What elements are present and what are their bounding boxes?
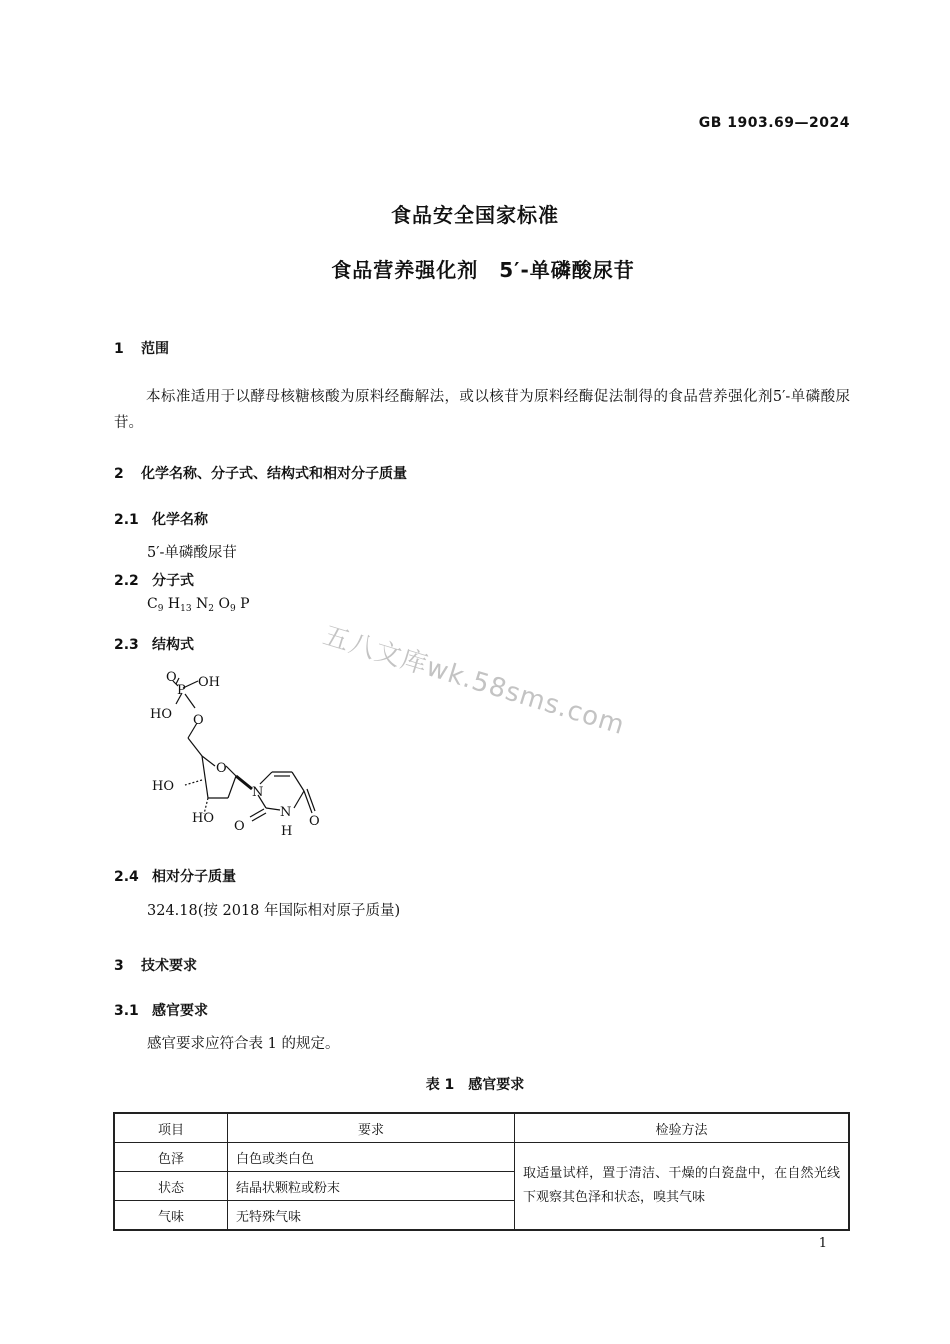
section-number: 3 [114, 958, 124, 974]
row-item: 状态 [114, 1172, 228, 1201]
section-1-heading [114, 338, 169, 358]
section-2-1-heading [114, 509, 208, 529]
label-o-4: O [309, 814, 320, 829]
label-o-link: O [193, 713, 204, 728]
document-subtitle: 食品营养强化剂 5′-单磷酸尿苷 [331, 258, 635, 282]
section-number: 1 [114, 341, 124, 357]
molecular-mass: 324.18(按 2018 年国际相对原子质量) [147, 903, 401, 919]
section-title: 范围 [141, 341, 169, 357]
table-header-row [114, 1113, 849, 1143]
label-ho: HO [150, 707, 172, 722]
page-number: 1 [818, 1236, 827, 1251]
section-number: 2.3 [114, 637, 139, 653]
section-title: 相对分子质量 [152, 869, 236, 885]
section-3-1-body: 感官要求应符合表 1 的规定。 [147, 1036, 340, 1052]
structural-formula [140, 668, 340, 848]
section-number: 2.4 [114, 869, 139, 885]
section-3-heading [114, 955, 197, 975]
row-requirement: 白色或类白色 [228, 1143, 515, 1172]
section-2-3-heading [114, 634, 194, 654]
standard-code: GB 1903.69—2024 [698, 115, 850, 131]
section-title: 结构式 [152, 637, 194, 653]
table-row [114, 1143, 849, 1172]
label-ho-3: HO [152, 779, 174, 794]
section-title: 感官要求 [152, 1003, 208, 1019]
watermark: 五八文库wk.58sms.com [319, 620, 629, 742]
section-title: 分子式 [152, 573, 194, 589]
row-item: 色泽 [114, 1143, 228, 1172]
section-title: 化学名称 [152, 512, 208, 528]
label-nh: N [280, 805, 292, 820]
section-number: 3.1 [114, 1003, 139, 1019]
table-caption: 表 1 感官要求 [425, 1077, 525, 1093]
label-h: H [281, 824, 293, 839]
label-p: P [177, 683, 186, 698]
section-title: 技术要求 [141, 958, 197, 974]
section-2-2-heading [114, 570, 194, 590]
section-number: 2 [114, 466, 124, 482]
test-method: 取适量试样，置于清洁、干燥的白瓷盘中，在自然光线下观察其色泽和状态，嗅其气味 [515, 1143, 850, 1231]
row-item: 气味 [114, 1201, 228, 1231]
section-2-4-heading [114, 866, 236, 886]
section-title: 化学名称、分子式、结构式和相对分子质量 [141, 466, 407, 482]
row-requirement: 无特殊气味 [228, 1201, 515, 1231]
label-o-ring: O [216, 761, 227, 776]
row-requirement: 结晶状颗粒或粉末 [228, 1172, 515, 1201]
section-1-body: 本标准适用于以酵母核糖核酸为原料经酶解法，或以核苷为原料经酶促法制得的食品营养强化剂5′-单磷酸尿苷。 [114, 389, 850, 431]
sensory-requirements-table [113, 1112, 850, 1231]
label-o-2: O [234, 819, 245, 834]
header-method: 检验方法 [515, 1113, 850, 1143]
section-2-heading [114, 463, 407, 483]
header-item: 项目 [114, 1113, 228, 1143]
header-requirement: 要求 [228, 1113, 515, 1143]
molecular-formula: $C_9$ $H_{13}$ $N_2$ $O_9$ P [147, 596, 250, 614]
section-3-1-heading [114, 1000, 208, 1020]
section-number: 2.1 [114, 512, 139, 528]
label-ho-2: HO [192, 811, 214, 826]
chemical-name: 5′-单磷酸尿苷 [147, 545, 237, 561]
label-o-double: O [166, 670, 177, 685]
label-oh: OH [198, 675, 220, 690]
label-n1: N [252, 785, 264, 800]
document-title: 食品安全国家标准 [391, 203, 559, 227]
section-number: 2.2 [114, 573, 139, 589]
